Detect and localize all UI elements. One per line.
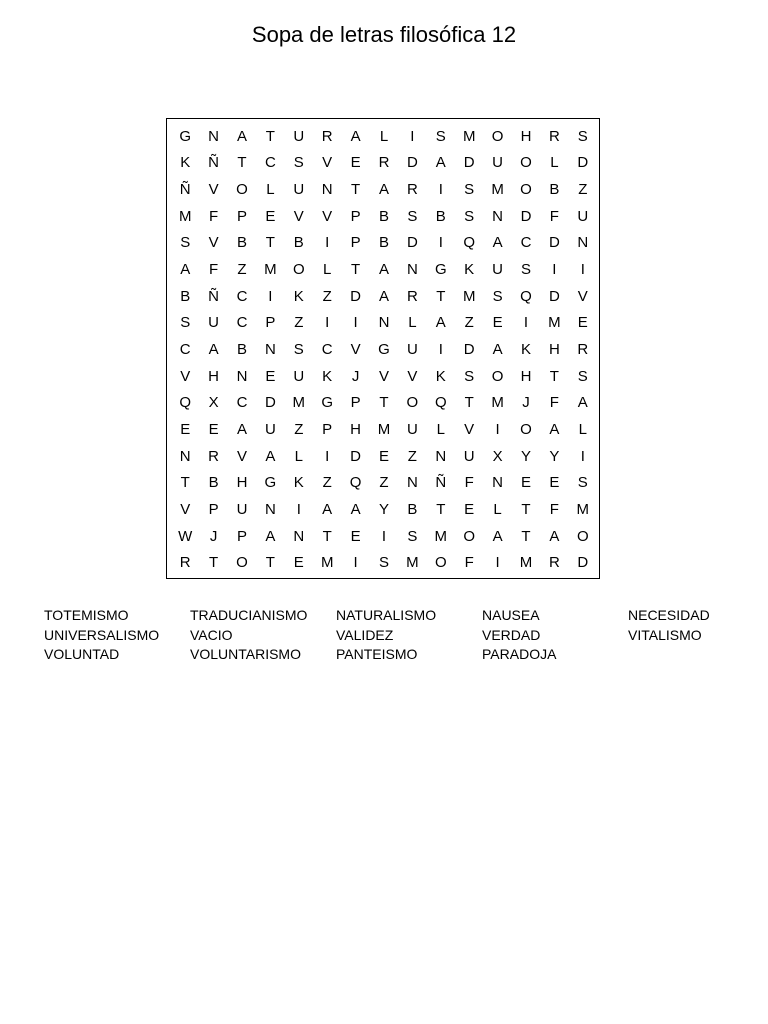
grid-letter: P xyxy=(350,207,361,225)
grid-letter: A xyxy=(492,527,503,545)
grid-letter: V xyxy=(322,207,333,225)
grid-letter: O xyxy=(236,181,248,199)
grid-letter: T xyxy=(351,181,361,199)
word-list-item: NATURALISMO xyxy=(336,607,437,623)
grid-letter: L xyxy=(379,127,389,145)
word-list-item: VACIO xyxy=(190,626,233,643)
grid-letter: N xyxy=(236,367,248,385)
grid-letter: A xyxy=(577,394,588,412)
grid-letter: S xyxy=(435,127,446,145)
grid-letter: J xyxy=(351,367,360,385)
grid-letter: P xyxy=(265,314,276,332)
word-list-item: NAUSEA xyxy=(482,607,540,623)
grid-letter: U xyxy=(406,420,418,438)
grid-letter: H xyxy=(208,367,220,385)
grid-letter: A xyxy=(236,127,247,145)
grid-letter: I xyxy=(438,234,443,252)
grid-letter: U xyxy=(208,314,220,332)
grid-letter: K xyxy=(322,367,333,385)
grid-letter: D xyxy=(350,447,362,465)
grid-letter: M xyxy=(491,394,504,412)
grid-letter: C xyxy=(236,314,248,332)
grid-letter: I xyxy=(268,287,273,305)
word-list-item: UNIVERSALISMO xyxy=(44,626,160,643)
grid-letter: F xyxy=(549,394,559,412)
grid-letter: Z xyxy=(294,314,304,332)
grid-letter: E xyxy=(208,420,219,438)
grid-letter: I xyxy=(495,420,500,438)
grid-letter: S xyxy=(492,287,503,305)
grid-letter: I xyxy=(410,127,415,145)
grid-letter: P xyxy=(350,394,361,412)
grid-letter: Y xyxy=(378,500,389,518)
grid-letter: A xyxy=(435,154,446,172)
grid-letter: I xyxy=(325,234,330,252)
grid-letter: I xyxy=(353,314,358,332)
grid-letter: B xyxy=(549,181,560,199)
grid-letter: C xyxy=(321,340,333,358)
grid-letter: K xyxy=(464,261,475,279)
grid-letter: O xyxy=(236,554,248,572)
grid-letter: P xyxy=(322,420,333,438)
grid-letter: A xyxy=(265,527,276,545)
grid-letter: E xyxy=(520,474,531,492)
grid-letter: B xyxy=(236,234,247,252)
grid-letter: E xyxy=(293,554,304,572)
grid-letter: I xyxy=(325,314,330,332)
grid-letter: E xyxy=(265,367,276,385)
grid-letter: Q xyxy=(179,394,192,412)
grid-letter: I xyxy=(580,261,585,279)
grid-letter: D xyxy=(577,154,589,172)
grid-letter: N xyxy=(406,261,418,279)
grid-letter: S xyxy=(577,474,588,492)
grid-letter: S xyxy=(464,207,475,225)
grid-letter: M xyxy=(377,420,391,438)
grid-letter: I xyxy=(580,447,585,465)
word-search-grid xyxy=(166,118,600,579)
grid-letter: S xyxy=(293,154,304,172)
word-list-item: VALIDEZ xyxy=(336,626,394,643)
grid-letter: K xyxy=(293,474,304,492)
grid-letter: N xyxy=(406,474,418,492)
grid-letter: P xyxy=(208,500,219,518)
grid-letter: U xyxy=(293,367,305,385)
grid-letter: S xyxy=(180,314,191,332)
grid-letter: T xyxy=(549,367,559,385)
grid-letter: A xyxy=(549,420,560,438)
grid-letter: D xyxy=(264,394,276,412)
grid-letter: Z xyxy=(407,447,417,465)
grid-letter: D xyxy=(463,340,475,358)
grid-letter: I xyxy=(325,447,330,465)
grid-letter: T xyxy=(209,554,219,572)
grid-letter: U xyxy=(264,420,276,438)
grid-letter: G xyxy=(434,261,447,279)
grid-letter: U xyxy=(293,181,305,199)
word-list-item: VITALISMO xyxy=(628,626,702,643)
grid-letter: E xyxy=(378,447,389,465)
grid-letter: N xyxy=(492,474,504,492)
grid-letter: T xyxy=(351,261,361,279)
grid-letter: G xyxy=(378,340,390,358)
grid-letter: G xyxy=(179,127,192,145)
grid-letter: I xyxy=(495,554,500,572)
grid-letter: B xyxy=(208,474,219,492)
grid-letter: D xyxy=(406,234,418,252)
grid-letter: B xyxy=(378,207,389,225)
grid-letter: U xyxy=(406,340,418,358)
grid-letter: O xyxy=(292,261,305,279)
grid-letter: O xyxy=(520,154,532,172)
grid-letter: R xyxy=(406,181,418,199)
grid-letter: T xyxy=(464,394,474,412)
grid-letter: M xyxy=(320,554,334,572)
grid-letter: U xyxy=(492,261,504,279)
grid-letter: L xyxy=(578,420,587,438)
grid-letter: R xyxy=(548,554,560,572)
word-list-item: PARADOJA xyxy=(482,646,557,662)
grid-letter: N xyxy=(264,340,276,358)
grid-letter: M xyxy=(462,127,476,145)
grid-letter: D xyxy=(577,554,589,572)
grid-letter: F xyxy=(209,261,219,279)
grid-letter: C xyxy=(236,287,248,305)
grid-letter: L xyxy=(266,181,275,199)
word-list-item: VOLUNTAD xyxy=(44,646,120,662)
grid-letter: O xyxy=(520,420,532,438)
grid-letter: S xyxy=(464,367,475,385)
grid-letter: F xyxy=(464,554,474,572)
grid-letter: H xyxy=(520,367,532,385)
grid-letter: B xyxy=(180,287,191,305)
grid-letter: M xyxy=(406,554,419,572)
grid-letter: E xyxy=(180,420,191,438)
grid-letter: A xyxy=(378,287,389,305)
grid-letter: P xyxy=(236,207,247,225)
grid-letter: A xyxy=(236,420,247,438)
grid-letter: D xyxy=(548,287,560,305)
grid-letter: O xyxy=(576,527,589,545)
grid-letter: R xyxy=(208,447,220,465)
grid-letter: M xyxy=(292,394,306,412)
grid-letter: I xyxy=(523,314,529,332)
grid-letter: Ñ xyxy=(179,181,191,199)
grid-letter: F xyxy=(209,207,219,225)
grid-letter: M xyxy=(519,554,533,572)
grid-letter: V xyxy=(293,207,304,225)
grid-letter: C xyxy=(520,234,532,252)
grid-letter: V xyxy=(322,154,333,172)
grid-letter: Z xyxy=(294,420,304,438)
grid-letter: K xyxy=(520,340,531,358)
grid-letter: Z xyxy=(578,181,588,199)
grid-letter: T xyxy=(436,500,446,518)
grid-letter: Z xyxy=(379,474,389,492)
grid-letter: W xyxy=(178,527,193,545)
grid-letter: D xyxy=(350,287,362,305)
word-list xyxy=(44,606,744,665)
grid-letter: V xyxy=(378,367,389,385)
grid-letter: I xyxy=(438,181,443,199)
grid-letter: A xyxy=(492,234,503,252)
grid-letter: B xyxy=(407,500,418,518)
grid-letter: I xyxy=(438,340,443,358)
grid-letter: G xyxy=(264,474,277,492)
grid-letter: V xyxy=(208,234,219,252)
grid-letter: O xyxy=(463,527,476,545)
grid-letter: L xyxy=(323,261,332,279)
grid-letter: I xyxy=(296,500,301,518)
grid-letter: N xyxy=(378,314,390,332)
grid-letter: F xyxy=(464,474,474,492)
grid-letter: A xyxy=(322,500,333,518)
word-list-item: VERDAD xyxy=(482,626,541,643)
grid-letter: V xyxy=(577,287,588,305)
grid-letter: G xyxy=(321,394,334,412)
grid-letter: C xyxy=(264,154,276,172)
grid-letter: N xyxy=(321,181,333,199)
grid-letter: E xyxy=(350,527,361,545)
grid-letter: Z xyxy=(322,287,332,305)
grid-letter: N xyxy=(492,207,504,225)
grid-letter: U xyxy=(492,154,504,172)
grid-letter: D xyxy=(463,154,475,172)
grid-letter: E xyxy=(350,154,361,172)
grid-letter: M xyxy=(178,207,192,225)
grid-letter: M xyxy=(491,181,504,199)
grid-letter: J xyxy=(522,394,530,412)
grid-letter: Ñ xyxy=(208,287,220,305)
grid-letter: T xyxy=(521,527,531,545)
grid-letter: N xyxy=(208,127,220,145)
grid-letter: S xyxy=(407,207,418,225)
grid-letter: P xyxy=(350,234,361,252)
grid-letter: I xyxy=(353,554,358,572)
grid-letter: N xyxy=(179,447,191,465)
grid-letter: Z xyxy=(322,474,332,492)
grid-letter: Q xyxy=(349,474,362,492)
grid-letter: A xyxy=(378,181,389,199)
grid-letter: E xyxy=(265,207,276,225)
grid-letter: N xyxy=(435,447,447,465)
grid-letter: S xyxy=(180,234,191,252)
grid-letter: V xyxy=(350,340,361,358)
grid-letter: V xyxy=(464,420,475,438)
grid-letter: J xyxy=(209,527,218,545)
grid-letter: A xyxy=(549,527,560,545)
grid-letter: M xyxy=(462,287,476,305)
grid-letter: S xyxy=(407,527,418,545)
grid-letter: B xyxy=(378,234,389,252)
grid-letter: S xyxy=(577,127,588,145)
grid-letter: H xyxy=(548,340,560,358)
grid-letter: P xyxy=(236,527,247,545)
grid-letter: O xyxy=(491,367,504,385)
grid-letter: A xyxy=(378,261,389,279)
grid-letter: R xyxy=(406,287,418,305)
grid-letter: K xyxy=(293,287,304,305)
grid-letter: T xyxy=(436,287,446,305)
grid-letter: C xyxy=(236,394,248,412)
grid-letter: I xyxy=(552,261,557,279)
grid-letter: V xyxy=(180,500,191,518)
grid-letter: T xyxy=(180,474,190,492)
grid-letter: R xyxy=(179,554,191,572)
grid-letter: V xyxy=(236,447,247,465)
grid-letter: S xyxy=(378,554,389,572)
grid-letter: N xyxy=(264,500,276,518)
grid-letter: E xyxy=(549,474,560,492)
grid-letter: H xyxy=(236,474,248,492)
grid-letter: L xyxy=(436,420,445,438)
grid-letter: Y xyxy=(549,447,560,465)
grid-letter: R xyxy=(321,127,333,145)
grid-letter: M xyxy=(264,261,277,279)
grid-letter: M xyxy=(576,500,590,518)
grid-letter: Z xyxy=(464,314,474,332)
grid-letter: Q xyxy=(463,234,476,252)
grid-letter: E xyxy=(464,500,475,518)
grid-letter: R xyxy=(378,154,390,172)
grid-letter: F xyxy=(549,207,559,225)
grid-letter: Q xyxy=(434,394,447,412)
grid-letter: L xyxy=(493,500,502,518)
grid-letter: A xyxy=(350,500,361,518)
grid-letter: S xyxy=(293,340,304,358)
grid-letter: O xyxy=(406,394,419,412)
grid-letter: F xyxy=(549,500,559,518)
grid-letter: D xyxy=(406,154,418,172)
grid-letter: L xyxy=(550,154,559,172)
grid-letter: O xyxy=(434,554,447,572)
grid-letter: T xyxy=(265,234,275,252)
grid-letter: U xyxy=(236,500,248,518)
grid-letter: H xyxy=(350,420,362,438)
grid-letter: I xyxy=(381,527,387,545)
word-list-item: TOTEMISMO xyxy=(44,607,129,623)
grid-letter: A xyxy=(350,127,361,145)
grid-letter: B xyxy=(293,234,304,252)
grid-letter: B xyxy=(236,340,247,358)
grid-letter: M xyxy=(548,314,561,332)
grid-letter: L xyxy=(294,447,303,465)
word-list-item: VOLUNTARISMO xyxy=(190,646,301,662)
word-list-item: TRADUCIANISMO xyxy=(190,607,308,623)
grid-letter: N xyxy=(577,234,589,252)
grid-letter: T xyxy=(322,527,332,545)
grid-letter: Q xyxy=(520,287,532,305)
grid-letter: Y xyxy=(520,447,531,465)
grid-letter: S xyxy=(577,367,588,385)
word-list-item: NECESIDAD xyxy=(628,607,710,623)
grid-letter: V xyxy=(407,367,418,385)
grid-letter: R xyxy=(548,127,560,145)
grid-letter: A xyxy=(435,314,446,332)
grid-letter: C xyxy=(179,340,191,358)
grid-letter: E xyxy=(492,314,503,332)
grid-letter: U xyxy=(577,207,589,225)
grid-letter: X xyxy=(492,447,503,465)
grid-letter: S xyxy=(464,181,475,199)
grid-letter: V xyxy=(180,367,191,385)
letter-grid xyxy=(171,123,597,576)
grid-letter: Ñ xyxy=(435,474,447,492)
page-title: Sopa de letras filosófica 12 xyxy=(251,22,517,47)
word-list-item: PANTEISMO xyxy=(336,646,418,662)
grid-letter: A xyxy=(265,447,276,465)
grid-letter: S xyxy=(520,261,531,279)
grid-letter: M xyxy=(434,527,448,545)
grid-letter: X xyxy=(208,394,219,412)
grid-letter: D xyxy=(548,234,560,252)
grid-letter: K xyxy=(180,154,191,172)
grid-letter: Z xyxy=(237,261,247,279)
grid-letter: O xyxy=(520,181,532,199)
grid-letter: T xyxy=(237,154,247,172)
grid-letter: V xyxy=(208,181,219,199)
grid-letter: T xyxy=(521,500,531,518)
grid-letter: O xyxy=(491,127,504,145)
grid-letter: A xyxy=(492,340,503,358)
grid-letter: T xyxy=(265,554,275,572)
grid-letter: B xyxy=(435,207,446,225)
grid-letter: U xyxy=(293,127,305,145)
grid-letter: A xyxy=(180,261,191,279)
grid-letter: N xyxy=(293,527,305,545)
grid-letter: A xyxy=(208,340,219,358)
grid-letter: T xyxy=(379,394,389,412)
grid-letter: H xyxy=(520,127,532,145)
grid-letter: E xyxy=(577,314,588,332)
grid-letter: U xyxy=(463,447,475,465)
grid-letter: D xyxy=(520,207,532,225)
grid-letter: R xyxy=(577,340,589,358)
grid-letter: Ñ xyxy=(208,154,220,172)
grid-letter: K xyxy=(435,367,446,385)
grid-letter: L xyxy=(408,314,417,332)
grid-letter: T xyxy=(265,127,275,145)
